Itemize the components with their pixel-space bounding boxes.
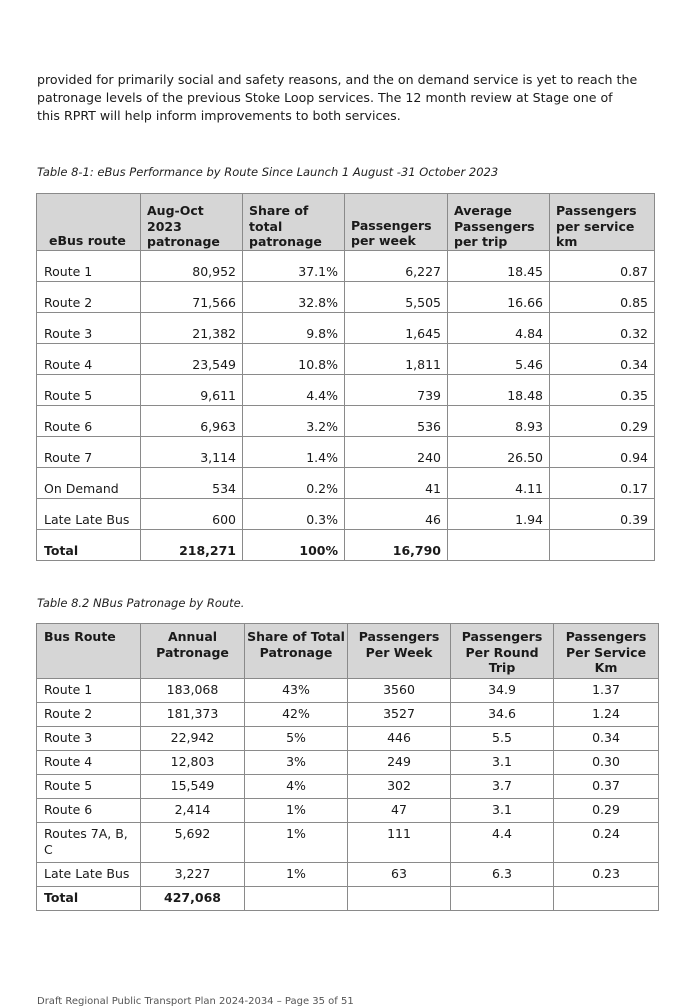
table-cell: 739 bbox=[345, 374, 448, 405]
table-cell: 6,227 bbox=[345, 250, 448, 281]
table-cell: 16.66 bbox=[448, 281, 550, 312]
table-cell: 5.46 bbox=[448, 343, 550, 374]
total-cell: 100% bbox=[243, 529, 345, 560]
table-cell: 10.8% bbox=[243, 343, 345, 374]
total-cell bbox=[448, 529, 550, 560]
table-cell: 0.39 bbox=[550, 498, 655, 529]
table-row bbox=[37, 405, 655, 436]
table-cell: 3560 bbox=[348, 679, 451, 703]
route-name-cell: Route 5 bbox=[37, 374, 141, 405]
table-cell: 1,645 bbox=[345, 312, 448, 343]
total-cell bbox=[348, 887, 451, 911]
table-cell: 0.37 bbox=[554, 775, 659, 799]
table-cell: 1% bbox=[245, 799, 348, 823]
table-cell: 22,942 bbox=[141, 727, 245, 751]
route-name-cell: Route 6 bbox=[37, 405, 141, 436]
paragraph-line: this RPRT will help inform improvements to both services. bbox=[37, 108, 401, 123]
table-cell: 3,227 bbox=[141, 863, 245, 887]
route-name-cell: Route 5 bbox=[37, 775, 141, 799]
table-row bbox=[37, 775, 659, 799]
column-header: Passengers Per Service Km bbox=[554, 624, 659, 679]
table-cell: 9.8% bbox=[243, 312, 345, 343]
table-cell: 0.85 bbox=[550, 281, 655, 312]
total-cell bbox=[554, 887, 659, 911]
table-cell: 1,811 bbox=[345, 343, 448, 374]
route-name-cell: Route 2 bbox=[37, 703, 141, 727]
column-header: Passengers per service km bbox=[550, 194, 655, 251]
total-cell: 427,068 bbox=[141, 887, 245, 911]
route-name-cell: On Demand bbox=[37, 467, 141, 498]
table-row bbox=[37, 823, 659, 863]
column-header: Bus Route bbox=[37, 624, 141, 679]
table-row bbox=[37, 343, 655, 374]
column-header: Average Passengers per trip bbox=[448, 194, 550, 251]
table-cell: 0.34 bbox=[550, 343, 655, 374]
table-row bbox=[37, 799, 659, 823]
total-cell: 16,790 bbox=[345, 529, 448, 560]
table-cell: 1% bbox=[245, 863, 348, 887]
table-cell: 37.1% bbox=[243, 250, 345, 281]
table-cell: 15,549 bbox=[141, 775, 245, 799]
total-cell: 218,271 bbox=[141, 529, 243, 560]
table-cell: 5% bbox=[245, 727, 348, 751]
table-cell: 4.4 bbox=[451, 823, 554, 863]
table-cell: 12,803 bbox=[141, 751, 245, 775]
column-header: Aug-Oct 2023 patronage bbox=[141, 194, 243, 251]
table-row bbox=[37, 751, 659, 775]
table-cell: 42% bbox=[245, 703, 348, 727]
table-cell: 536 bbox=[345, 405, 448, 436]
table-cell: 21,382 bbox=[141, 312, 243, 343]
table-cell: 32.8% bbox=[243, 281, 345, 312]
route-name-cell: Route 6 bbox=[37, 799, 141, 823]
table-cell: 41 bbox=[345, 467, 448, 498]
table-cell: 183,068 bbox=[141, 679, 245, 703]
route-name-cell: Route 3 bbox=[37, 727, 141, 751]
table-cell: 1.37 bbox=[554, 679, 659, 703]
paragraph-line: patronage levels of the previous Stoke Loop services. The 12 month review at Stage one of bbox=[37, 90, 613, 105]
route-name-cell: Route 1 bbox=[37, 679, 141, 703]
table-cell: 46 bbox=[345, 498, 448, 529]
table-cell: 302 bbox=[348, 775, 451, 799]
table-cell: 26.50 bbox=[448, 436, 550, 467]
column-header: Passengers per week bbox=[345, 194, 448, 251]
table-cell: 534 bbox=[141, 467, 243, 498]
table-cell: 249 bbox=[348, 751, 451, 775]
table-row bbox=[37, 436, 655, 467]
table-row bbox=[37, 374, 655, 405]
table-cell: 0.23 bbox=[554, 863, 659, 887]
nbus-patronage-table bbox=[36, 623, 659, 911]
table-cell: 9,611 bbox=[141, 374, 243, 405]
ebus-performance-table bbox=[36, 193, 655, 561]
table-cell: 0.32 bbox=[550, 312, 655, 343]
table-cell: 446 bbox=[348, 727, 451, 751]
table-cell: 8.93 bbox=[448, 405, 550, 436]
route-name-cell: Route 4 bbox=[37, 751, 141, 775]
table-cell: 3.7 bbox=[451, 775, 554, 799]
table-cell: 18.48 bbox=[448, 374, 550, 405]
table-row bbox=[37, 281, 655, 312]
table-row bbox=[37, 498, 655, 529]
table2-caption: Table 8.2 NBus Patronage by Route. bbox=[37, 596, 245, 610]
table-cell: 4.4% bbox=[243, 374, 345, 405]
table-cell: 5.5 bbox=[451, 727, 554, 751]
table-row bbox=[37, 467, 655, 498]
table-cell: 4% bbox=[245, 775, 348, 799]
table-cell: 3.2% bbox=[243, 405, 345, 436]
route-name-cell: Late Late Bus bbox=[37, 863, 141, 887]
table-cell: 47 bbox=[348, 799, 451, 823]
route-name-cell: Routes 7A, B, C bbox=[37, 823, 141, 863]
table-cell: 1.94 bbox=[448, 498, 550, 529]
total-cell bbox=[451, 887, 554, 911]
table-cell: 1.24 bbox=[554, 703, 659, 727]
table-cell: 5,692 bbox=[141, 823, 245, 863]
table-cell: 3,114 bbox=[141, 436, 243, 467]
table-cell: 240 bbox=[345, 436, 448, 467]
table-total-row bbox=[37, 887, 659, 911]
table-cell: 34.9 bbox=[451, 679, 554, 703]
table-cell: 6.3 bbox=[451, 863, 554, 887]
table-cell: 63 bbox=[348, 863, 451, 887]
table-cell: 0.17 bbox=[550, 467, 655, 498]
table-cell: 600 bbox=[141, 498, 243, 529]
table-row bbox=[37, 863, 659, 887]
table-cell: 0.34 bbox=[554, 727, 659, 751]
body-paragraph bbox=[37, 71, 657, 125]
table-cell: 0.2% bbox=[243, 467, 345, 498]
route-name-cell: Route 2 bbox=[37, 281, 141, 312]
table-total-row bbox=[37, 529, 655, 560]
table-cell: 3.1 bbox=[451, 751, 554, 775]
column-header: Passengers Per Round Trip bbox=[451, 624, 554, 679]
table-cell: 6,963 bbox=[141, 405, 243, 436]
column-header: Share of Total Patronage bbox=[245, 624, 348, 679]
table-cell: 0.30 bbox=[554, 751, 659, 775]
table-cell: 0.29 bbox=[550, 405, 655, 436]
table-cell: 181,373 bbox=[141, 703, 245, 727]
table-cell: 34.6 bbox=[451, 703, 554, 727]
total-cell bbox=[550, 529, 655, 560]
route-name-cell: Late Late Bus bbox=[37, 498, 141, 529]
table-cell: 3.1 bbox=[451, 799, 554, 823]
table-header-row bbox=[37, 624, 659, 679]
table1-caption: Table 8-1: eBus Performance by Route Since Launch 1 August -31 October 2023 bbox=[37, 165, 499, 179]
column-header: Annual Patronage bbox=[141, 624, 245, 679]
page-footer: Draft Regional Public Transport Plan 2024-2034 – Page 35 of 51 bbox=[37, 996, 354, 1007]
table-row bbox=[37, 679, 659, 703]
table-cell: 1.4% bbox=[243, 436, 345, 467]
table-cell: 1% bbox=[245, 823, 348, 863]
table-cell: 111 bbox=[348, 823, 451, 863]
table-cell: 4.11 bbox=[448, 467, 550, 498]
column-header: eBus route bbox=[37, 194, 141, 251]
table-cell: 3% bbox=[245, 751, 348, 775]
route-name-cell: Route 7 bbox=[37, 436, 141, 467]
table-cell: 23,549 bbox=[141, 343, 243, 374]
table-cell: 43% bbox=[245, 679, 348, 703]
table-row bbox=[37, 312, 655, 343]
total-cell bbox=[245, 887, 348, 911]
table-cell: 0.24 bbox=[554, 823, 659, 863]
table-cell: 2,414 bbox=[141, 799, 245, 823]
table-cell: 0.87 bbox=[550, 250, 655, 281]
table-cell: 80,952 bbox=[141, 250, 243, 281]
column-header: Share of total patronage bbox=[243, 194, 345, 251]
total-label-cell: Total bbox=[37, 887, 141, 911]
table-cell: 3527 bbox=[348, 703, 451, 727]
column-header: Passengers Per Week bbox=[348, 624, 451, 679]
table-cell: 71,566 bbox=[141, 281, 243, 312]
table-row bbox=[37, 703, 659, 727]
route-name-cell: Route 1 bbox=[37, 250, 141, 281]
table-cell: 4.84 bbox=[448, 312, 550, 343]
table-row bbox=[37, 250, 655, 281]
table-cell: 0.35 bbox=[550, 374, 655, 405]
table-header-row bbox=[37, 194, 655, 251]
route-name-cell: Route 3 bbox=[37, 312, 141, 343]
table-cell: 18.45 bbox=[448, 250, 550, 281]
table-row bbox=[37, 727, 659, 751]
route-name-cell: Route 4 bbox=[37, 343, 141, 374]
table-cell: 0.3% bbox=[243, 498, 345, 529]
paragraph-line: provided for primarily social and safety reasons, and the on demand service is yet to reach the bbox=[37, 72, 638, 87]
table-cell: 0.29 bbox=[554, 799, 659, 823]
total-label-cell: Total bbox=[37, 529, 141, 560]
table-cell: 5,505 bbox=[345, 281, 448, 312]
table-cell: 0.94 bbox=[550, 436, 655, 467]
